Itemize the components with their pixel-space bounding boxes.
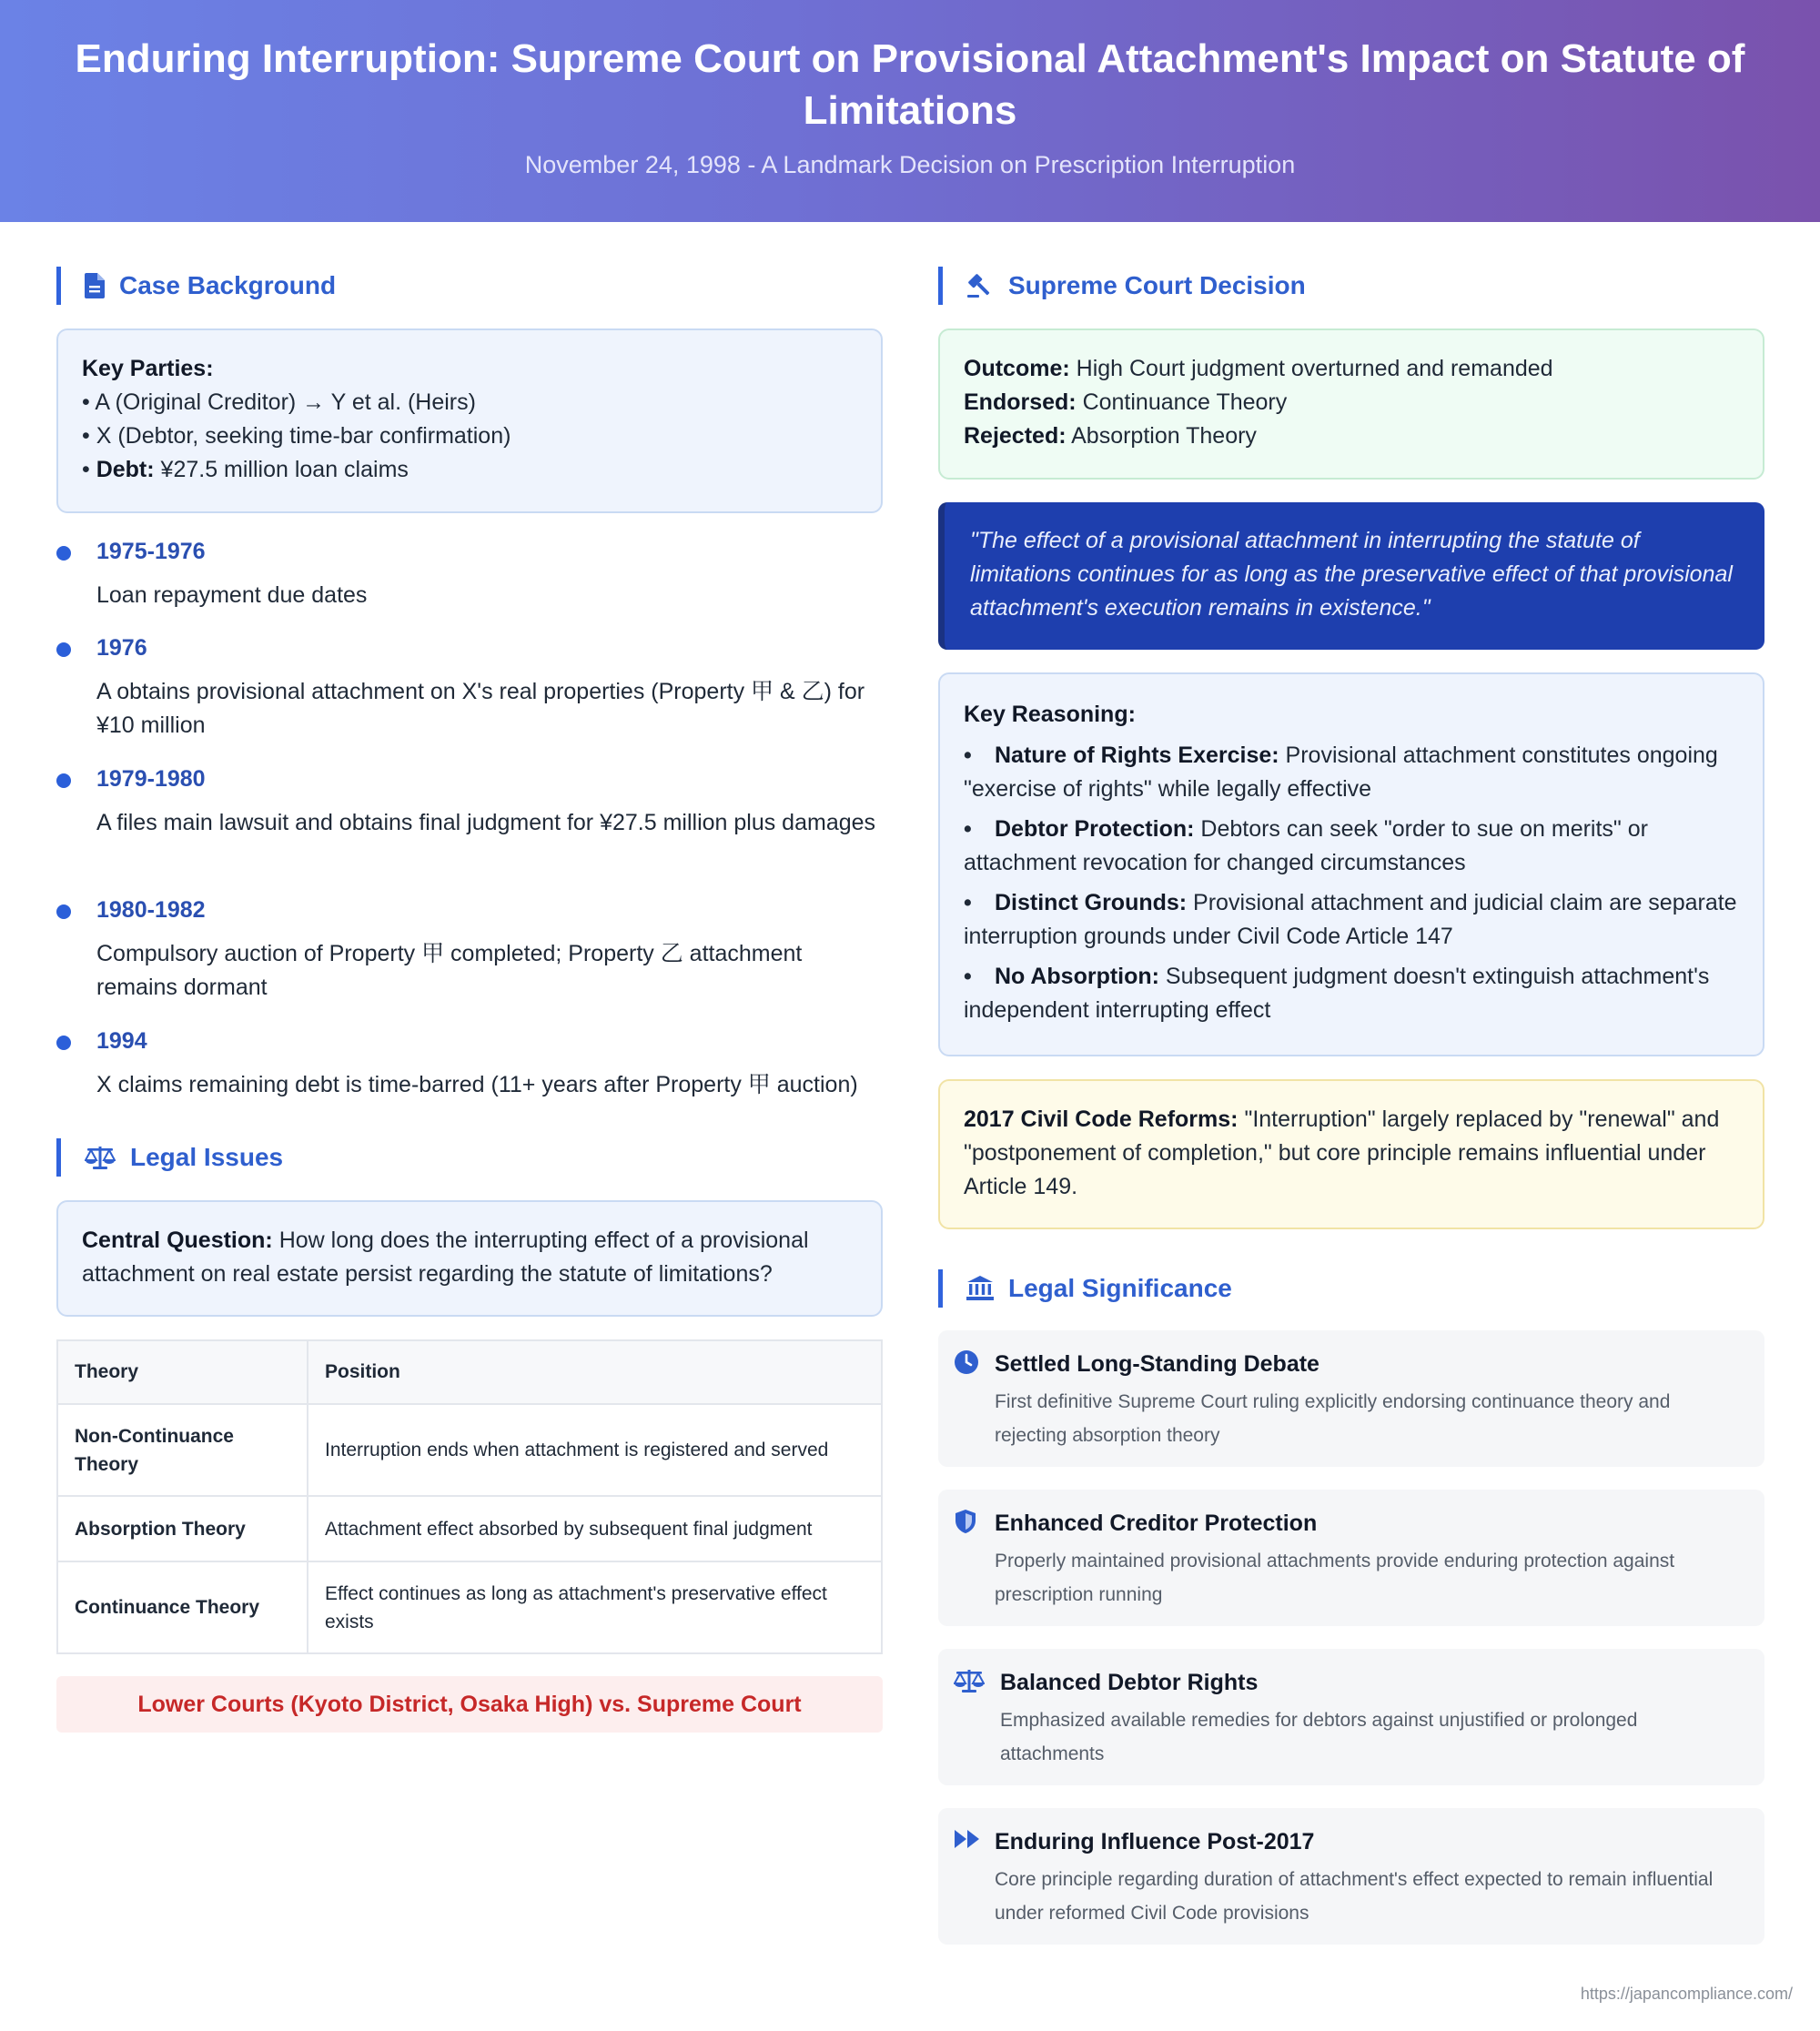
central-question-label: Central Question: [82, 1228, 273, 1253]
key-reasoning-box [938, 672, 1764, 1056]
rejected-value: Absorption Theory [1066, 423, 1257, 449]
page-header [0, 0, 1820, 222]
party-item: • X (Debtor, seeking time-bar confirmation) [82, 423, 511, 449]
rejected-line [964, 419, 1739, 453]
table-row [57, 1496, 882, 1561]
significance-title: Balanced Debtor Rights [1000, 1670, 1259, 1695]
case-background-title: Case Background [119, 271, 337, 299]
outcome-value: High Court judgment overturned and remanded [1069, 356, 1553, 381]
reasoning-item: • No Absorption: Subsequent judgment doesn't extinguish attachment's independent interrupting effect [964, 964, 1710, 1023]
gavel-icon [966, 272, 994, 299]
theory-name: Non-Continuance Theory [57, 1404, 308, 1496]
significance-title: Settled Long-Standing Debate [995, 1351, 1320, 1377]
party-item: • A (Original Creditor) → Y et al. (Heirs) [82, 389, 476, 415]
timeline-date: 1975-1976 [96, 539, 206, 564]
theory-position: Interruption ends when attachment is registered and served [308, 1404, 882, 1496]
timeline-text: Compulsory auction of Property 甲 completed; Property 乙 attachment remains dormant [96, 941, 803, 1000]
document-icon [85, 273, 105, 298]
reasoning-text: Debtors can seek "order to sue on merits" or attachment revocation for changed circumstances [964, 816, 1648, 875]
theory-name: Continuance Theory [57, 1561, 308, 1653]
reasoning-text: Provisional attachment constitutes ongoing "exercise of rights" while legally effective [964, 743, 1718, 802]
outcome-line [964, 352, 1739, 386]
table-header-position: Position [308, 1340, 882, 1404]
timeline-text: A obtains provisional attachment on X's real properties (Property 甲 & 乙) for ¥10 million [96, 679, 865, 738]
reasoning-text: Provisional attachment and judicial claim are separate interruption grounds under Civil Code Article 147 [964, 890, 1737, 949]
endorsed-value: Continuance Theory [1076, 389, 1288, 415]
reform-text: "Interruption" largely replaced by "renewal" and "postponement of completion," but core principle remains influential under Article 149. [964, 1106, 1720, 1199]
timeline-date: 1979-1980 [96, 766, 206, 792]
table-header-row [57, 1340, 882, 1404]
supreme-court-decision-title: Supreme Court Decision [1008, 271, 1306, 299]
endorsed-label: Endorsed: [964, 389, 1077, 415]
page-title: Enduring Interruption: Supreme Court on Provisional Attachment's Impact on Statute of Limitations [75, 36, 1745, 133]
outcome-box [938, 328, 1764, 480]
debt-label: Debt: [96, 457, 155, 482]
source-url: https://japancompliance.com/ [1580, 1985, 1793, 2003]
significance-description: Emphasized available remedies for debtors against unjustified or prolonged attachments [1000, 1710, 1638, 1764]
significance-description: Core principle regarding duration of attachment's effect expected to remain influential under reformed Civil Code provisions [995, 1869, 1714, 1924]
court-conflict-banner: Lower Courts (Kyoto District, Osaka High) vs. Supreme Court [56, 1676, 883, 1733]
reasoning-label: No Absorption: [995, 964, 1159, 989]
reasoning-item: • Debtor Protection: Debtors can seek "order to sue on merits" or attachment revocation for changed circumstances [964, 816, 1648, 875]
legal-issues-title: Legal Issues [130, 1143, 284, 1171]
key-parties-box [56, 328, 883, 513]
central-question-box [56, 1200, 883, 1317]
theory-position: Attachment effect absorbed by subsequent final judgment [308, 1496, 882, 1561]
outcome-label: Outcome: [964, 356, 1070, 381]
timeline-date: 1994 [96, 1028, 147, 1054]
rejected-label: Rejected: [964, 423, 1067, 449]
significance-title: Enhanced Creditor Protection [995, 1511, 1318, 1536]
timeline-text: X claims remaining debt is time-barred (11+ years after Property 甲 auction) [96, 1072, 858, 1097]
timeline-dot [56, 1036, 71, 1050]
table-row [57, 1404, 882, 1496]
central-question-text: How long does the interrupting effect of a provisional attachment on real estate persist regarding the statute of limitations? [82, 1228, 809, 1287]
reasoning-text: Subsequent judgment doesn't extinguish attachment's independent interrupting effect [964, 964, 1710, 1023]
fast-forward-icon [954, 1827, 981, 1851]
key-parties-label: Key Parties: [82, 356, 214, 381]
timeline-dot [56, 904, 71, 919]
institution-icon [966, 1276, 994, 1301]
scale-icon [85, 1145, 116, 1170]
shield-icon [954, 1509, 977, 1534]
timeline-date: 1980-1982 [96, 897, 206, 923]
balance-icon [954, 1668, 985, 1693]
significance-card [938, 1808, 1764, 1945]
reasoning-item: • Distinct Grounds: Provisional attachment and judicial claim are separate interruption grounds under Civil Code Article 147 [964, 890, 1737, 949]
theory-name: Absorption Theory [57, 1496, 308, 1561]
timeline-dot [56, 546, 71, 561]
significance-card [938, 1649, 1764, 1785]
timeline-text: A files main lawsuit and obtains final judgment for ¥27.5 million plus damages [96, 810, 876, 835]
legal-significance-heading [938, 1269, 1764, 1308]
significance-card [938, 1490, 1764, 1626]
debt-bullet: • [82, 457, 96, 482]
reform-label: 2017 Civil Code Reforms: [964, 1106, 1239, 1132]
timeline-date: 1976 [96, 635, 147, 661]
court-quote: "The effect of a provisional attachment in interrupting the statute of limitations continues for as long as the preservative effect of that provisional attachment's execution remains in existence." [938, 502, 1764, 650]
reasoning-label: Distinct Grounds: [995, 890, 1188, 915]
reasoning-item: • Nature of Rights Exercise: Provisional attachment constitutes ongoing "exercise of rights" while legally effective [964, 743, 1718, 802]
table-row [57, 1561, 882, 1653]
clock-icon [954, 1349, 979, 1375]
theory-table [56, 1339, 883, 1654]
reasoning-label: Debtor Protection: [995, 816, 1195, 842]
theory-position: Effect continues as long as attachment's preservative effect exists [308, 1561, 882, 1653]
debt-line [82, 453, 857, 487]
endorsed-line [964, 386, 1739, 419]
timeline-dot [56, 773, 71, 788]
significance-description: Properly maintained provisional attachments provide enduring protection against prescription running [995, 1551, 1675, 1605]
civil-code-reform-box [938, 1079, 1764, 1229]
legal-significance-title: Legal Significance [1008, 1274, 1232, 1302]
reasoning-label: Nature of Rights Exercise: [995, 743, 1279, 768]
timeline-dot [56, 642, 71, 657]
significance-description: First definitive Supreme Court ruling explicitly endorsing continuance theory and rejecting absorption theory [995, 1391, 1671, 1446]
timeline-text: Loan repayment due dates [96, 582, 368, 608]
legal-issues-heading [56, 1138, 883, 1177]
significance-title: Enduring Influence Post-2017 [995, 1829, 1315, 1854]
significance-card [938, 1330, 1764, 1467]
reasoning-list [964, 739, 1739, 1027]
table-header-theory: Theory [57, 1340, 308, 1404]
case-background-heading [56, 267, 883, 305]
supreme-court-decision-heading [938, 267, 1764, 305]
page-subtitle: November 24, 1998 - A Landmark Decision on Prescription Interruption [524, 151, 1296, 178]
key-reasoning-title: Key Reasoning: [964, 702, 1136, 727]
debt-value: ¥27.5 million loan claims [154, 457, 409, 482]
